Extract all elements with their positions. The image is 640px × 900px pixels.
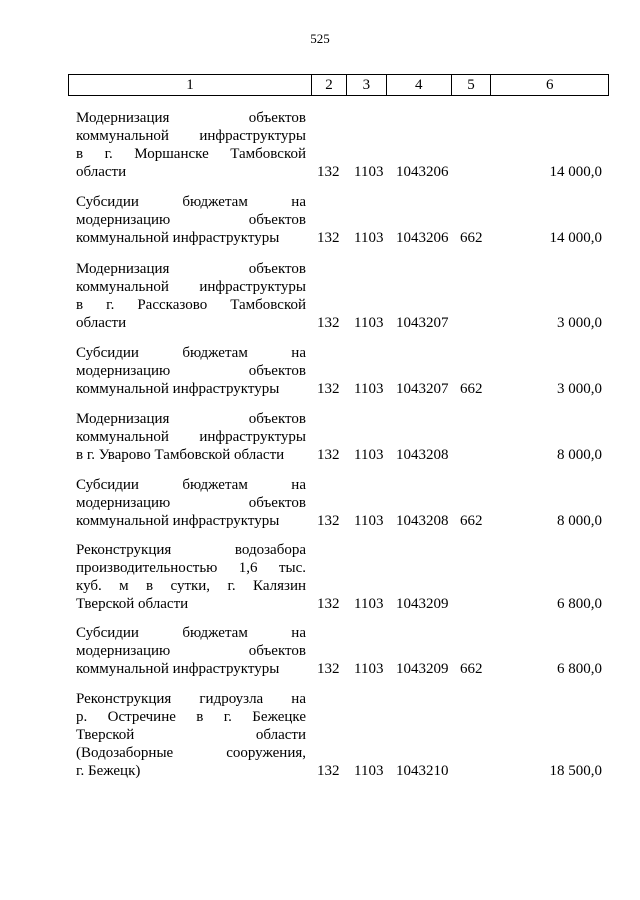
row-c2-value: 132 <box>317 230 340 246</box>
row-c6-value: 18 500,0 <box>549 763 602 779</box>
row-c6-value: 3 000,0 <box>557 315 602 331</box>
header-col-2: 2 <box>311 75 346 95</box>
row-c6-value: 6 800,0 <box>557 661 602 677</box>
description-line: коммунальной инфраструктуры <box>76 661 280 677</box>
header-col-1: 1 <box>186 77 194 93</box>
description-line: Модернизация объектов <box>76 110 306 126</box>
header-col-3: 3 <box>346 75 386 95</box>
row-c4-value: 1043210 <box>396 763 449 779</box>
row-c5-value: 662 <box>460 230 483 246</box>
row-c2-value: 132 <box>317 447 340 463</box>
description-line: коммунальной инфраструктуры <box>76 513 280 529</box>
row-c3-value: 1103 <box>354 447 384 463</box>
description-line: Тверской области <box>76 727 306 743</box>
row-c2-value: 132 <box>317 763 340 779</box>
description-line: модернизацию объектов <box>76 643 306 659</box>
row-c3-value: 1103 <box>354 230 384 246</box>
description-line: Тверской области <box>76 596 189 612</box>
row-description <box>76 410 306 464</box>
description-line: г. Бежецк) <box>76 763 141 779</box>
row-c2-value: 132 <box>317 315 340 331</box>
row-c2-value: 132 <box>317 381 340 397</box>
row-description <box>76 624 306 678</box>
row-c3-value: 1103 <box>354 164 384 180</box>
description-line: Реконструкция гидроузла на <box>76 691 306 707</box>
description-line: Модернизация объектов <box>76 261 306 277</box>
description-line: Субсидии бюджетам на <box>76 477 306 493</box>
row-description <box>76 193 306 247</box>
description-line: коммунальной инфраструктуры <box>76 230 280 246</box>
row-c2-value: 132 <box>317 661 340 677</box>
row-c5-value: 662 <box>460 513 483 529</box>
description-line: Субсидии бюджетам на <box>76 345 306 361</box>
description-line: Субсидии бюджетам на <box>76 625 306 641</box>
header-col-6: 6 <box>490 75 608 95</box>
description-line: модернизацию объектов <box>76 363 306 379</box>
description-line: куб. м в сутки, г. Калязин <box>76 578 306 594</box>
row-c2-value: 132 <box>317 164 340 180</box>
row-c5-value: 662 <box>460 661 483 677</box>
description-line: производительностью 1,6 тыс. <box>76 560 306 576</box>
row-c6-value: 8 000,0 <box>557 513 602 529</box>
row-c3-value: 1103 <box>354 513 384 529</box>
description-line: в г. Уварово Тамбовской области <box>76 447 285 463</box>
description-line: коммунальной инфраструктуры <box>76 128 306 144</box>
description-line: Субсидии бюджетам на <box>76 194 306 210</box>
page-number: 525 <box>310 31 330 46</box>
row-c4-value: 1043207 <box>396 381 449 397</box>
row-c2-value: 132 <box>317 596 340 612</box>
row-c6-value: 14 000,0 <box>549 230 602 246</box>
row-c6-value: 6 800,0 <box>557 596 602 612</box>
row-c4-value: 1043209 <box>396 596 449 612</box>
header-col-4: 4 <box>386 75 451 95</box>
description-line: в г. Моршанске Тамбовской <box>76 146 306 162</box>
row-c4-value: 1043208 <box>396 447 449 463</box>
description-line: коммунальной инфраструктуры <box>76 429 306 445</box>
description-line: в г. Рассказово Тамбовской <box>76 297 306 313</box>
description-line: области <box>76 315 127 331</box>
description-line: р. Остречине в г. Бежецке <box>76 709 306 725</box>
row-c3-value: 1103 <box>354 381 384 397</box>
row-c4-value: 1043207 <box>396 315 449 331</box>
row-description <box>76 541 306 613</box>
description-line: модернизацию объектов <box>76 212 306 228</box>
description-line: модернизацию объектов <box>76 495 306 511</box>
row-c6-value: 14 000,0 <box>549 164 602 180</box>
row-c3-value: 1103 <box>354 661 384 677</box>
description-line: (Водозаборные сооружения, <box>76 745 306 761</box>
row-c5-value: 662 <box>460 381 483 397</box>
row-c6-value: 8 000,0 <box>557 447 602 463</box>
row-description <box>76 260 306 332</box>
description-line: Реконструкция водозабора <box>76 542 306 558</box>
row-description <box>76 344 306 398</box>
description-line: коммунальной инфраструктуры <box>76 381 280 397</box>
row-description <box>76 476 306 530</box>
row-c2-value: 132 <box>317 513 340 529</box>
row-c4-value: 1043209 <box>396 661 449 677</box>
header-col-5: 5 <box>451 75 491 95</box>
row-description <box>76 690 306 780</box>
row-c4-value: 1043206 <box>396 164 449 180</box>
row-c4-value: 1043206 <box>396 230 449 246</box>
description-line: области <box>76 164 127 180</box>
row-c4-value: 1043208 <box>396 513 449 529</box>
row-c3-value: 1103 <box>354 596 384 612</box>
description-line: Модернизация объектов <box>76 411 306 427</box>
row-c3-value: 1103 <box>354 763 384 779</box>
row-c6-value: 3 000,0 <box>557 381 602 397</box>
description-line: коммунальной инфраструктуры <box>76 279 306 295</box>
row-description <box>76 109 306 181</box>
row-c3-value: 1103 <box>354 315 384 331</box>
